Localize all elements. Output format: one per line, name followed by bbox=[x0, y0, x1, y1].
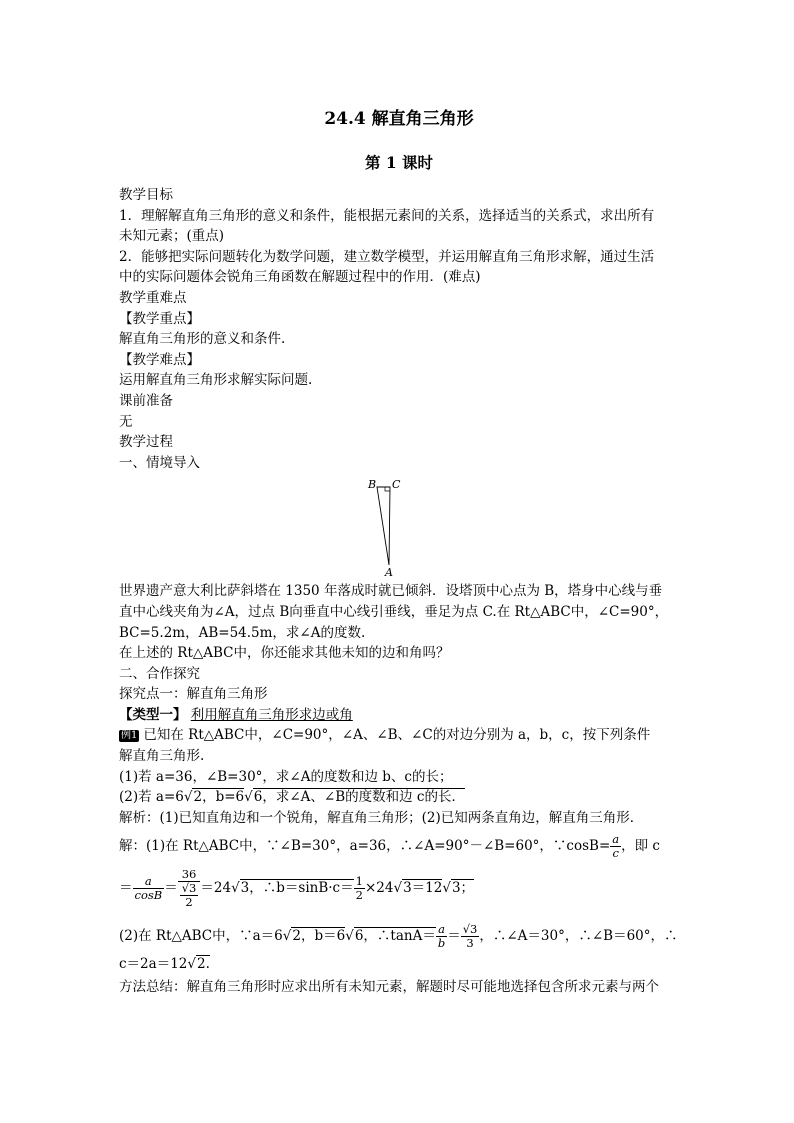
sol2-text-c: 3，∴b＝sinB·c＝ bbox=[240, 880, 354, 897]
sqrt-sign: √ bbox=[231, 880, 240, 897]
sqrt-sign: √ bbox=[244, 789, 253, 806]
focus-label: 【教学重点】 bbox=[119, 310, 200, 327]
sol1-text-b: ，即 c bbox=[621, 838, 660, 855]
fraction-36-over-root3-2 bbox=[178, 868, 201, 909]
fraction-den: c bbox=[612, 846, 619, 861]
solution-line-3 bbox=[119, 918, 679, 954]
fraction-num: a bbox=[612, 832, 620, 847]
objective-2-line-1: 2．能够把实际问题转化为数学问题，建立数学模型，并运用解直角三角形求解，通过生活 bbox=[119, 248, 655, 265]
example-line-2: 解直角三角形. bbox=[119, 748, 205, 765]
right-triangle-diagram bbox=[357, 475, 417, 579]
sol3-text-b: 2，b＝6 bbox=[292, 928, 346, 945]
objectives-section bbox=[119, 185, 679, 473]
sol4-text-a: c＝2a＝12 bbox=[119, 956, 188, 973]
lesson-subtitle: 第 1 课时 bbox=[364, 153, 434, 172]
fraction-a-over-b bbox=[436, 923, 447, 950]
sol2-eq: ＝ bbox=[164, 880, 178, 897]
sol3-text-c: 6，∴tanA＝ bbox=[354, 928, 436, 945]
section-1-heading: 一、情境导入 bbox=[119, 454, 200, 471]
difficulty-label: 【教学难点】 bbox=[119, 351, 200, 368]
label-a: A bbox=[385, 566, 393, 580]
objective-1-line-2: 未知元素；(重点) bbox=[119, 228, 225, 245]
fraction-den: 3 bbox=[466, 936, 474, 951]
process-heading: 教学过程 bbox=[119, 434, 173, 451]
method-summary: 方法总结：解直角三角形时应求出所有未知元素，解题时尽可能地选择包含所求元素与两个 bbox=[119, 979, 659, 996]
prep-heading: 课前准备 bbox=[119, 392, 173, 409]
solution-line-1 bbox=[119, 828, 679, 864]
sol2-text-b: ＝24 bbox=[200, 880, 232, 897]
fraction-num: √3 bbox=[462, 922, 478, 937]
analysis: 解析：(1)已知直角边和一个锐角，解直角三角形；(2)已知两条直角边，解直角三角形． bbox=[119, 809, 644, 826]
fraction-den bbox=[178, 882, 201, 909]
sol2-text-f: 3； bbox=[451, 880, 475, 897]
solution-line-4 bbox=[119, 954, 679, 975]
sol3-text-d: ，∴∠A＝30°，∴∠B＝60°，∴ bbox=[479, 928, 678, 945]
explore-point-1: 探究点一：解直角三角形 bbox=[119, 686, 268, 703]
section-2 bbox=[119, 664, 679, 726]
page-title: 24.4 解直角三角形 bbox=[324, 109, 474, 129]
sol3-eq: ＝ bbox=[447, 928, 461, 945]
fraction-num: 36 bbox=[178, 868, 201, 882]
sqrt-sign: √ bbox=[183, 789, 193, 806]
sqrt-sign: √ bbox=[393, 880, 403, 897]
fraction-a-over-c bbox=[610, 833, 621, 860]
intro-line-1: 世界遗产意大利比萨斜塔在 1350 年落成时就已倾斜．设塔顶中心点为 B，塔身中心线与垂 bbox=[119, 583, 663, 600]
fraction-den: cosB bbox=[134, 888, 163, 903]
q2-part-b: 2，b=6 bbox=[193, 789, 245, 806]
fraction-den: b bbox=[437, 936, 446, 951]
intro-line-4: 在上述的 Rt△ABC中，你还能求其他未知的边和角吗？ bbox=[119, 645, 450, 662]
key-points-heading: 教学重难点 bbox=[119, 289, 187, 306]
document-page bbox=[119, 104, 679, 998]
sol3-text-a: (2)在 Rt△ABC中，∵a＝6 bbox=[119, 928, 283, 945]
right-angle-mark bbox=[385, 487, 390, 491]
solution-line-2 bbox=[119, 864, 679, 912]
section-2-heading: 二、合作探究 bbox=[119, 665, 200, 682]
difficulty-text: 运用解直角三角形求解实际问题. bbox=[119, 372, 313, 389]
sqrt-sign: √ bbox=[187, 956, 196, 973]
sol2-text-e: 3＝12 bbox=[403, 880, 443, 897]
fraction-den: 2 bbox=[355, 888, 363, 903]
nested-num: √3 bbox=[181, 881, 197, 896]
triangle-figure bbox=[119, 473, 679, 581]
type-1-heading bbox=[119, 705, 679, 726]
sol1-text-a: 解：(1)在 Rt△ABC中，∵∠B=30°，a=36，∴∠A=90°－∠B=60°，∵cosB= bbox=[119, 838, 611, 855]
q2-part-c: 6，求∠A、∠B的度数和边 c的长． bbox=[253, 789, 465, 806]
label-b: B bbox=[368, 478, 377, 492]
objective-1-line-1: 1．理解解直角三角形的意义和条件，能根据元素间的关系，选择适当的关系式，求出所有 bbox=[119, 207, 655, 224]
intro-paragraph bbox=[119, 581, 679, 663]
sol2-eq: ＝ bbox=[119, 880, 133, 897]
nested-den: 2 bbox=[185, 895, 193, 910]
fraction-num: 1 bbox=[355, 874, 363, 889]
example-line-1 bbox=[119, 725, 679, 746]
q2-part-a: (2)若 a=6 bbox=[119, 789, 184, 806]
triangle-abc bbox=[377, 487, 390, 565]
label-c: C bbox=[392, 478, 401, 492]
fraction-num: a bbox=[133, 875, 165, 889]
objective-2-line-2: 中的实际问题体会锐角三角函数在解题过程中的作用．(难点) bbox=[119, 269, 481, 286]
question-2 bbox=[119, 787, 679, 808]
intro-line-2: 直中心线夹角为∠A，过点 B向垂直中心线引垂线，垂足为点 C.在 Rt△ABC中，∠C=90°， bbox=[119, 603, 669, 620]
sol4-text-b: 2. bbox=[197, 956, 210, 973]
sqrt-sign: √ bbox=[282, 928, 292, 945]
sqrt-sign: √ bbox=[345, 928, 354, 945]
question-1: (1)若 a=36，∠B=30°，求∠A的度数和边 b、c的长； bbox=[119, 768, 453, 785]
fraction-a-over-cosb bbox=[133, 875, 165, 902]
sol2-text-d: ×24 bbox=[364, 880, 394, 897]
type-1-label: 【类型一】 bbox=[119, 706, 187, 723]
prep-text: 无 bbox=[119, 413, 133, 430]
nested-fraction bbox=[180, 882, 199, 909]
example-badge: 例1 bbox=[121, 730, 138, 742]
fraction-one-half bbox=[354, 875, 365, 902]
intro-line-3: BC=5.2m，AB=54.5m，求∠A的度数. bbox=[119, 624, 366, 641]
focus-text: 解直角三角形的意义和条件. bbox=[119, 331, 286, 348]
objectives-heading: 教学目标 bbox=[119, 187, 173, 203]
fraction-root3-over-3 bbox=[461, 923, 480, 950]
sqrt-sign: √ bbox=[442, 880, 451, 897]
type-1-title: 利用解直角三角形求边或角 bbox=[190, 706, 353, 723]
example-text-1: 已知在 Rt△ABC中，∠C=90°，∠A、∠B、∠C的对边分别为 a，b，c，按下列条件 bbox=[143, 727, 651, 744]
fraction-num: a bbox=[436, 923, 447, 937]
example-1 bbox=[119, 725, 679, 997]
